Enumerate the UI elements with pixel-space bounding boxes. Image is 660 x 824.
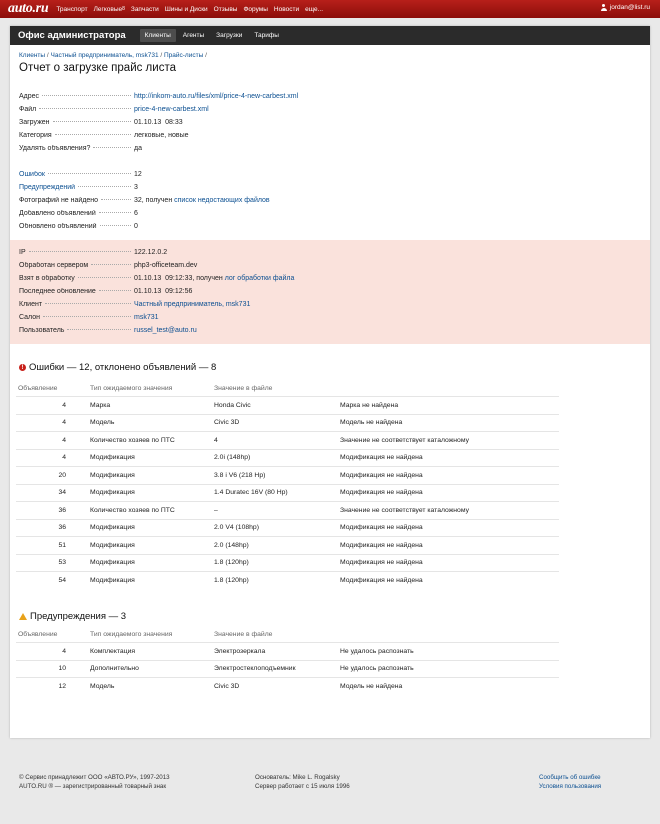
info-key-label[interactable]: Предупреждений [19,184,76,191]
dotted-leader [99,211,131,213]
info-value [134,249,641,256]
table-cell: Модификация [88,554,212,572]
info-value [134,197,641,204]
table-row [16,537,559,555]
info-key-label: Обновлено объявлений [19,223,97,230]
top-nav-item[interactable]: Шины и Диски [164,5,208,13]
info-key-label: IP [19,249,26,256]
info-value [134,145,641,152]
table-cell: Не удалось распознать [338,643,559,661]
info-value-text: 12 [134,171,142,178]
info-key [19,184,134,191]
dotted-leader [99,289,131,291]
dotted-leader [78,185,131,187]
top-nav-item[interactable]: Форумы [243,5,268,13]
breadcrumb-item[interactable]: Прайс-листы [163,52,204,59]
info-value-text: php3-officeteam.dev [134,262,198,269]
user-email[interactable]: jordan@list.ru [609,4,650,11]
table-cell: 10 [16,660,88,678]
top-nav-item[interactable]: Новости [273,5,300,13]
breadcrumb-separator: / [203,52,207,59]
dotted-leader [55,133,131,135]
table-cell: 1.4 Duratec 16V (80 Hp) [212,484,338,502]
dotted-leader [42,94,131,96]
admin-tab[interactable]: Клиенты [140,29,176,42]
info-row [19,129,641,142]
info-value-text: 01.10.13 09:12:33, получен [134,275,225,282]
table-cell: 1.8 (120hp) [212,554,338,572]
info-value [134,301,641,308]
table-cell: Модификация не найдена [338,484,559,502]
info-value-text: 01.10.13 08:33 [134,119,183,126]
info-value [134,275,641,282]
info-key [19,249,134,256]
table-cell: Модификация не найдена [338,572,559,589]
table-row [16,660,559,678]
info-value-link[interactable]: список недостающих файлов [174,197,270,204]
dotted-leader [101,198,131,200]
top-nav-menu [56,6,323,13]
table-header-row [16,627,559,643]
info-value [134,184,641,191]
table-cell: Модификация [88,519,212,537]
table-row [16,678,559,695]
info-value-text: легковые, новые [134,132,189,139]
info-key [19,93,134,100]
info-key-label: Добавлено объявлений [19,210,96,217]
table-cell: Модификация [88,537,212,555]
info-key-label: Салон [19,314,40,321]
info-key [19,119,134,126]
info-key-label: Загружен [19,119,50,126]
info-value-text[interactable]: price-4-new-carbest.xml [134,106,209,113]
footer-copyright: © Сервис принадлежит ООО «АВТО.РУ», 1997-2013 [19,774,170,781]
info-row [19,103,641,116]
user-icon [601,4,607,11]
table-cell: Не удалось распознать [338,660,559,678]
table-cell: 53 [16,554,88,572]
table-header-cell: Тип ожидаемого значения [90,631,173,638]
info-key [19,301,134,308]
table-cell: Марка [88,397,212,415]
dotted-leader [91,263,131,265]
table-cell: Модификация [88,484,212,502]
info-row [19,324,641,337]
table-header-cell: Объявление [18,385,58,392]
info-row [19,142,641,155]
report-error-link[interactable]: Сообщить об ошибке [539,774,601,781]
info-value-text: да [134,145,142,152]
info-value-text[interactable]: russel_test@auto.ru [134,327,197,334]
page-title: Отчет о загрузке прайс листа [19,62,176,74]
table-row [16,519,559,537]
errors-table [16,381,559,589]
table-row [16,554,559,572]
footer-founder: Основатель: Mike L. Rogalsky [255,774,340,781]
warnings-title: Предупреждения — 3 [30,611,127,622]
top-nav-item[interactable]: Легковые [93,5,123,13]
dotted-leader [67,328,131,330]
admin-tab[interactable]: Загрузки [216,32,243,39]
breadcrumb-separator: / [158,52,164,59]
top-nav-item[interactable]: Отзывы [213,5,238,13]
terms-link[interactable]: Условия пользования [539,783,602,790]
dotted-leader [39,107,131,109]
table-cell: 20 [16,467,88,485]
info-key [19,197,134,204]
info-value [134,106,641,113]
info-value [134,223,641,230]
table-cell: Электрозеркала [212,643,338,661]
table-cell: 4 [212,432,338,450]
dotted-leader [78,276,131,278]
table-header-cell: Объявление [18,631,58,638]
upload-stats-list [19,168,641,233]
info-value [134,119,641,126]
info-key-label: Фотографий не найдено [19,197,99,204]
info-key [19,327,134,334]
info-value [134,171,641,178]
table-cell: 2.0i (148hp) [212,449,338,467]
errors-heading [19,362,216,373]
server-info-list [19,246,641,337]
table-cell: 36 [16,519,88,537]
table-cell: 1.8 (120hp) [212,572,338,589]
info-key-label: Файл [19,106,37,113]
table-cell: Значение не соответствует каталожному [338,432,559,450]
table-cell: 4 [16,643,88,661]
info-row [19,220,641,233]
table-cell: Модификация [88,572,212,589]
info-key [19,262,134,269]
info-value-text: 6 [134,210,138,217]
table-cell: Модификация не найдена [338,449,559,467]
user-menu[interactable] [601,4,650,11]
info-value-link[interactable]: лог обработки файла [224,275,295,282]
footer-trademark: AUTO.RU ® — зарегистрированный товарный знак [19,783,167,790]
error-icon: ! [19,364,26,371]
admin-header-bar [10,26,650,45]
table-cell: 4 [16,449,88,467]
admin-title: Офис администратора [18,30,126,41]
info-row [19,285,641,298]
breadcrumb-separator: / [45,52,51,59]
table-cell: Количество хозяев по ПТС [88,502,212,520]
info-row [19,116,641,129]
info-value-text: 3 [134,184,138,191]
table-cell: Модель не найдена [338,414,559,432]
table-cell: 36 [16,502,88,520]
table-header-cell: Тип ожидаемого значения [90,385,173,392]
table-cell: Модификация не найдена [338,519,559,537]
info-key [19,145,134,152]
top-nav-item[interactable]: Транспорт [56,5,88,13]
table-cell: Модификация [88,449,212,467]
info-row [19,298,641,311]
errors-title: Ошибки — 12, отклонено объявлений — 8 [29,362,217,373]
table-cell: Электростеклоподъемник [212,660,338,678]
table-cell: Марка не найдена [338,397,559,415]
table-row [16,467,559,485]
table-cell: Комплектация [88,643,212,661]
table-cell: Значение не соответствует каталожному [338,502,559,520]
info-key [19,275,134,282]
table-cell: Дополнительно [88,660,212,678]
breadcrumb [19,52,207,59]
breadcrumb-item[interactable]: Клиенты [19,52,46,59]
info-value-text: 32, получен [134,197,175,204]
admin-tab[interactable]: Тарифы [254,32,279,39]
info-value [134,93,641,100]
table-cell: Модификация не найдена [338,467,559,485]
dotted-leader [93,146,131,148]
table-cell: Модификация не найдена [338,537,559,555]
table-header-cell: Значение в файле [214,631,273,638]
info-value-text[interactable]: Частный предприниматель, msk731 [134,301,251,308]
table-cell: Количество хозяев по ПТС [88,432,212,450]
info-key-label: Последнее обновление [19,288,96,295]
table-header-cell [338,381,559,397]
table-cell: – [212,502,338,520]
info-key [19,288,134,295]
upload-info-list [19,90,641,155]
top-navigation-bar [0,0,660,18]
info-key [19,106,134,113]
info-row [19,311,641,324]
info-row [19,90,641,103]
dotted-leader [100,224,131,226]
info-value-text: 01.10.13 09:12:56 [134,288,193,295]
dotted-leader [48,172,131,174]
admin-tabs [140,29,284,42]
info-row [19,181,641,194]
site-logo[interactable]: auto.ru [8,1,49,16]
table-header-cell: Значение в файле [214,385,273,392]
table-cell: Модель [88,678,212,695]
info-value [134,262,641,269]
info-value [134,314,641,321]
table-row [16,484,559,502]
table-cell: Модель не найдена [338,678,559,695]
info-row [19,194,641,207]
top-nav-item[interactable]: еще... [305,5,324,13]
table-row [16,414,559,432]
info-row [19,246,641,259]
info-value-text[interactable]: msk731 [134,314,159,321]
table-cell: Civic 3D [212,414,338,432]
table-cell: 51 [16,537,88,555]
table-cell: Модель [88,414,212,432]
table-cell: 2.0 V4 (108hp) [212,519,338,537]
info-value [134,210,641,217]
top-nav-badge: 8 [122,5,125,12]
dotted-leader [43,315,131,317]
table-cell: Модификация [88,467,212,485]
dotted-leader [53,120,131,122]
footer-since: Сервер работает с 15 июля 1996 [255,783,350,790]
table-cell: 4 [16,432,88,450]
table-cell: Civic 3D [212,678,338,695]
info-key-label: Адрес [19,93,40,100]
table-row [16,449,559,467]
info-key-label: Клиент [19,301,43,308]
info-value [134,132,641,139]
info-key-label: Взят в обработку [19,275,75,282]
table-cell: 4 [16,414,88,432]
dotted-leader [45,302,131,304]
info-key [19,210,134,217]
main-content-card [10,26,650,738]
table-row [16,502,559,520]
info-key [19,132,134,139]
info-value-text: 0 [134,223,138,230]
breadcrumb-item[interactable]: Частный предприниматель, msk731 [50,52,159,59]
admin-tab[interactable]: Агенты [182,32,205,39]
table-row [16,397,559,415]
table-cell: Honda Civic [212,397,338,415]
info-value-text: 122.12.0.2 [134,249,168,256]
info-key-label: Категория [19,132,52,139]
info-key [19,314,134,321]
warnings-heading [19,611,126,622]
info-key-label: Обработан сервером [19,262,89,269]
table-cell: Модификация не найдена [338,554,559,572]
table-cell: 3.8 i V6 (218 Hp) [212,467,338,485]
top-nav-item[interactable]: Запчасти [130,5,159,13]
info-key-label: Удалять объявления? [19,145,91,152]
table-cell: 4 [16,397,88,415]
table-cell: 2.0 (148hp) [212,537,338,555]
table-header-cell [338,627,559,643]
info-value-text[interactable]: http://inkom-auto.ru/files/xml/price-4-new-carbest.xml [134,93,299,100]
info-key [19,171,134,178]
warnings-table [16,627,559,695]
dotted-leader [29,250,131,252]
info-row [19,168,641,181]
info-value [134,288,641,295]
info-row [19,207,641,220]
info-key [19,223,134,230]
warning-icon [19,613,27,620]
info-value [134,327,641,334]
table-cell: 34 [16,484,88,502]
info-key-label: Пользователь [19,327,65,334]
table-row [16,432,559,450]
table-row [16,572,559,589]
table-cell: 12 [16,678,88,695]
table-cell: 54 [16,572,88,589]
table-row [16,643,559,661]
info-row [19,272,641,285]
info-row [19,259,641,272]
info-key-label[interactable]: Ошибок [19,171,45,178]
table-header-row [16,381,559,397]
